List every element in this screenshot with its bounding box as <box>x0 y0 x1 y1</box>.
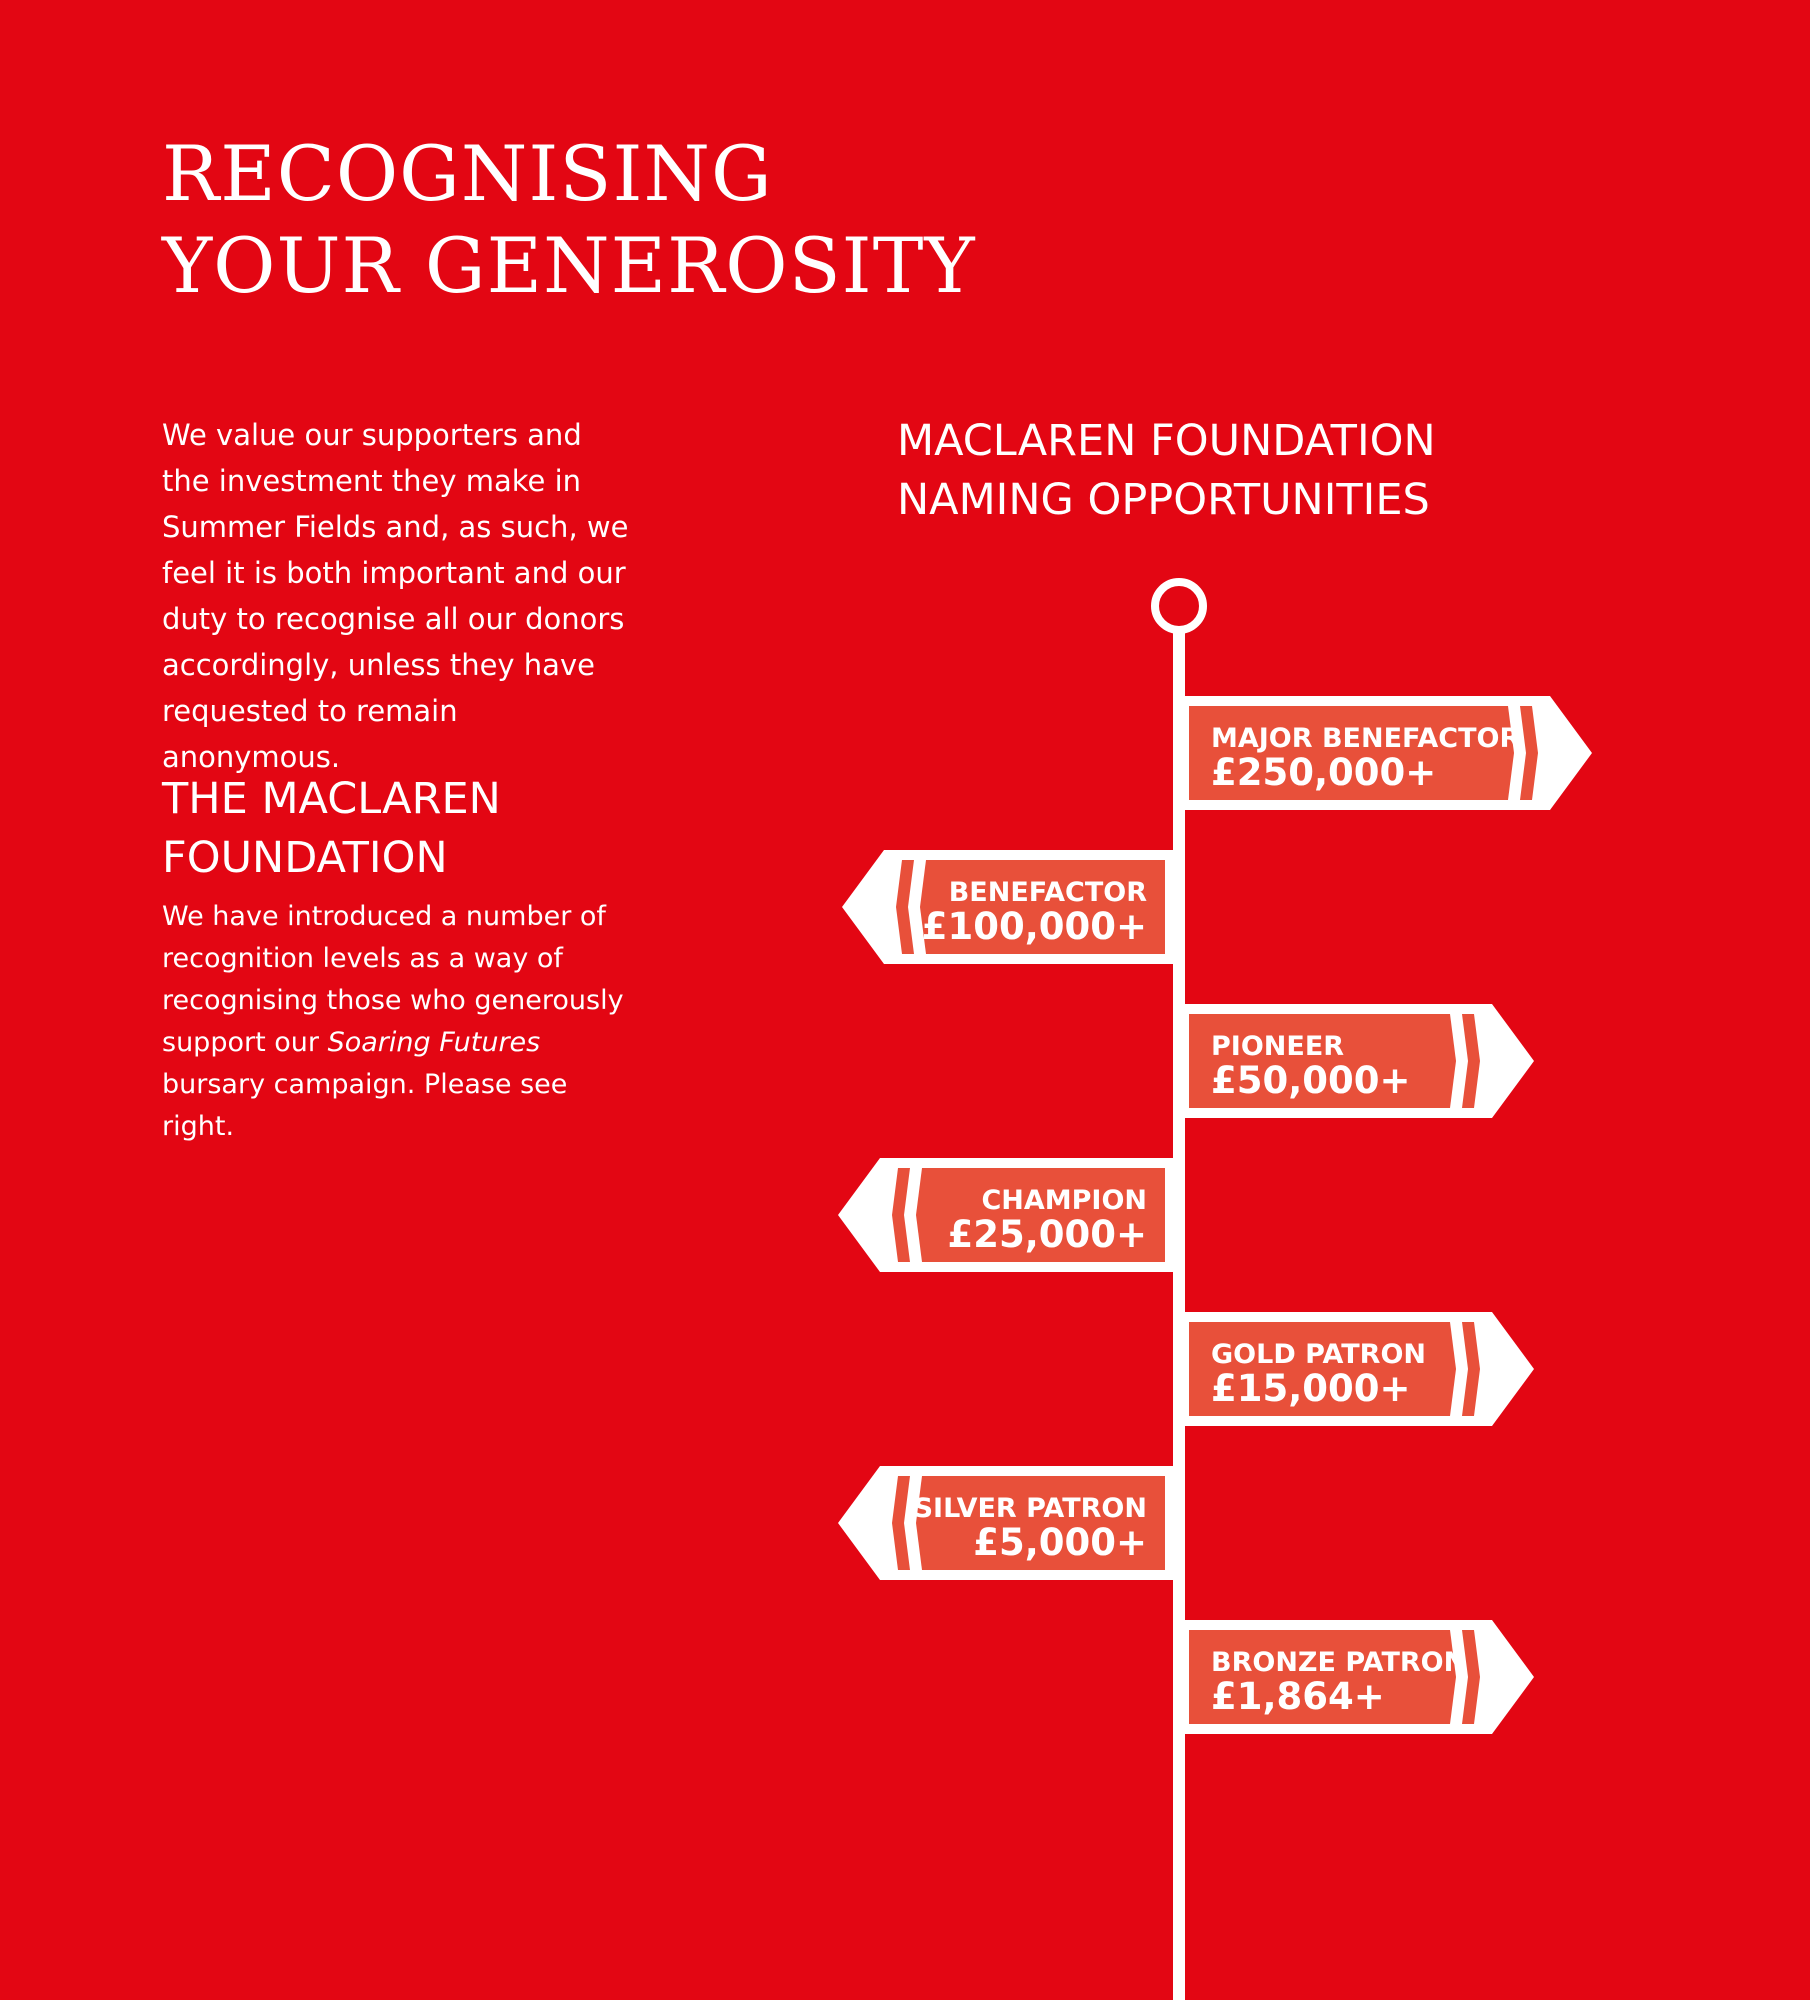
sign-level-name: MAJOR BENEFACTOR <box>1211 723 1521 754</box>
sign-level-amount: £50,000+ <box>1211 1059 1411 1102</box>
page-title-line-2: YOUR GENEROSITY <box>162 221 976 310</box>
sign-level-name: BENEFACTOR <box>948 877 1147 908</box>
signpost-top-ring <box>1155 582 1203 630</box>
sign-level-amount: £250,000+ <box>1211 751 1437 794</box>
sign-champion <box>838 1158 1173 1272</box>
sign-level-amount: £1,864+ <box>1211 1675 1385 1718</box>
sign-major-benefactor <box>1181 696 1592 810</box>
page-title-line-1: RECOGNISING <box>162 129 773 218</box>
sign-level-name: BRONZE PATRON <box>1211 1647 1467 1678</box>
campaign-name: Soaring Futures <box>327 1027 541 1058</box>
intro-paragraph: We value our supporters and the investment they make in Summer Fields and, as such, we feel it is both important and our duty to recognise all our donors accordingly, unless they have requested to remain anonymous. <box>162 418 629 774</box>
sign-silver-patron <box>838 1466 1173 1580</box>
sign-pioneer <box>1181 1004 1534 1118</box>
foundation-body-text: We have introduced a number of recognition levels as a way of recognising those who generously support our <box>162 901 624 1058</box>
foundation-heading-line-1: THE MACLAREN <box>162 774 501 824</box>
sign-level-amount: £25,000+ <box>947 1213 1147 1256</box>
signpost-title-line-1: MACLAREN FOUNDATION <box>897 416 1436 466</box>
foundation-body-text-end: bursary campaign. Please see right. <box>162 1069 568 1142</box>
sign-level-name: PIONEER <box>1211 1031 1345 1062</box>
sign-level-amount: £100,000+ <box>921 905 1147 948</box>
foundation-heading-line-2: FOUNDATION <box>162 833 448 883</box>
sign-level-name: SILVER PATRON <box>913 1493 1147 1524</box>
signpost-title-line-2: NAMING OPPORTUNITIES <box>897 475 1430 525</box>
sign-gold-patron <box>1181 1312 1534 1426</box>
sign-bronze-patron <box>1181 1620 1534 1734</box>
sign-level-amount: £5,000+ <box>973 1521 1147 1564</box>
sign-level-name: GOLD PATRON <box>1211 1339 1426 1370</box>
sign-level-name: CHAMPION <box>981 1185 1147 1216</box>
sign-level-amount: £15,000+ <box>1211 1367 1411 1410</box>
sign-benefactor <box>842 850 1173 964</box>
